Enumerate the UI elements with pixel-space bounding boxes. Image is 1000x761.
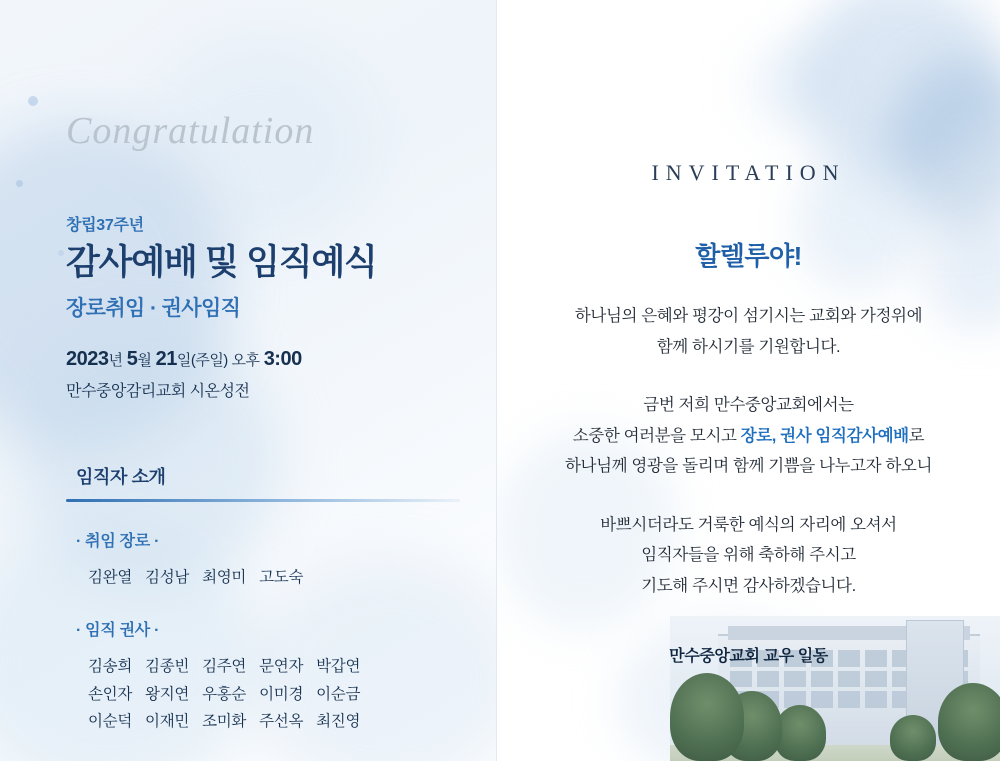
event-month: 5 xyxy=(126,348,138,371)
name-row xyxy=(88,564,497,591)
paragraph-line: 기도해 주시면 감사하겠습니다. xyxy=(641,576,856,595)
appointee-name: 김주연 xyxy=(202,658,247,676)
appointee-name: 조미화 xyxy=(202,712,247,730)
invitation-heading: INVITATION xyxy=(651,160,846,185)
paragraph-line: 임직자들을 위해 축하해 주시고 xyxy=(641,546,856,565)
appointee-name: 손인자 xyxy=(88,685,133,703)
paragraph-text-post: 로 xyxy=(908,426,925,445)
paragraph-line-highlighted xyxy=(497,421,1000,452)
congratulation-script: Congratulation xyxy=(66,110,315,152)
appointee-name: 김성남 xyxy=(145,569,190,587)
appointee-name: 문연자 xyxy=(259,658,304,676)
paragraph-text-pre: 소중한 여러분을 모시고 xyxy=(572,426,741,445)
name-row xyxy=(88,681,497,708)
appointee-name: 주선옥 xyxy=(259,712,304,730)
decorative-dot xyxy=(28,96,38,106)
appointee-group-elders xyxy=(66,528,497,591)
anniversary-label: 창립37주년 xyxy=(66,217,144,234)
event-day: 21 xyxy=(155,348,177,371)
appointee-name: 박갑연 xyxy=(316,658,361,676)
section-title-appointees: 임직자 소개 xyxy=(76,467,166,488)
appointee-name: 김송희 xyxy=(88,658,133,676)
group-label: · 취임 장로 · xyxy=(76,533,160,551)
event-time: 3:00 xyxy=(263,348,302,371)
paragraph-line: 바쁘시더라도 거룩한 예식의 자리에 오셔서 xyxy=(600,515,897,534)
greeting-paragraph-1 xyxy=(497,301,1000,362)
appointee-name: 최영미 xyxy=(202,569,247,587)
appointee-name: 최진영 xyxy=(316,712,361,730)
group-name-list xyxy=(66,653,497,734)
paragraph-line: 함께 하시기를 기원합니다. xyxy=(656,337,841,356)
event-month-suffix: 월 xyxy=(137,352,152,370)
greeting-paragraph-2 xyxy=(497,390,1000,482)
paragraph-line: 하나님께 영광을 돌리며 함께 기쁨을 나누고자 하오니 xyxy=(565,457,932,476)
greeting-paragraph-3 xyxy=(497,510,1000,602)
photo-tree xyxy=(938,683,1000,761)
event-year: 2023 xyxy=(66,348,109,371)
name-row xyxy=(88,653,497,680)
paragraph-line: 하나님의 은혜와 평강이 섬기시는 교회와 가정위에 xyxy=(574,307,923,325)
event-day-suffix: 일(주일) 오후 xyxy=(176,352,260,370)
appointee-group-deaconesses xyxy=(66,617,497,734)
appointee-name: 김종빈 xyxy=(145,658,190,676)
hallelujah-heading: 할렐루야! xyxy=(695,241,802,271)
appointee-name: 김완열 xyxy=(88,569,133,587)
event-datetime xyxy=(66,348,497,371)
appointee-name: 이미경 xyxy=(259,685,304,703)
page-title: 감사예배 및 임직예식 xyxy=(66,243,377,282)
photo-tree xyxy=(890,715,936,761)
group-label: · 임직 권사 · xyxy=(76,622,160,640)
appointee-name: 이순금 xyxy=(316,685,361,703)
paragraph-line: 금번 저희 만수중앙교회에서는 xyxy=(643,396,854,415)
left-panel xyxy=(0,0,497,761)
event-place: 만수중앙감리교회 시온성전 xyxy=(66,383,250,401)
photo-tree xyxy=(670,673,744,761)
right-panel xyxy=(497,0,1000,761)
section-divider xyxy=(66,499,460,502)
paragraph-text-highlight: 장로, 권사 임직감사예배 xyxy=(740,426,909,445)
appointee-name: 우홍순 xyxy=(202,685,247,703)
appointee-name: 이재민 xyxy=(145,712,190,730)
event-year-suffix: 년 xyxy=(108,352,123,370)
page-subtitle: 장로취임 · 권사임직 xyxy=(66,297,241,321)
signature-line: 만수중앙교회 교우 일동 xyxy=(669,648,828,666)
appointee-name: 고도숙 xyxy=(259,569,304,587)
group-name-list xyxy=(66,564,497,591)
appointee-name: 왕지연 xyxy=(145,685,190,703)
appointee-name: 이순덕 xyxy=(88,712,133,730)
name-row xyxy=(88,708,497,735)
